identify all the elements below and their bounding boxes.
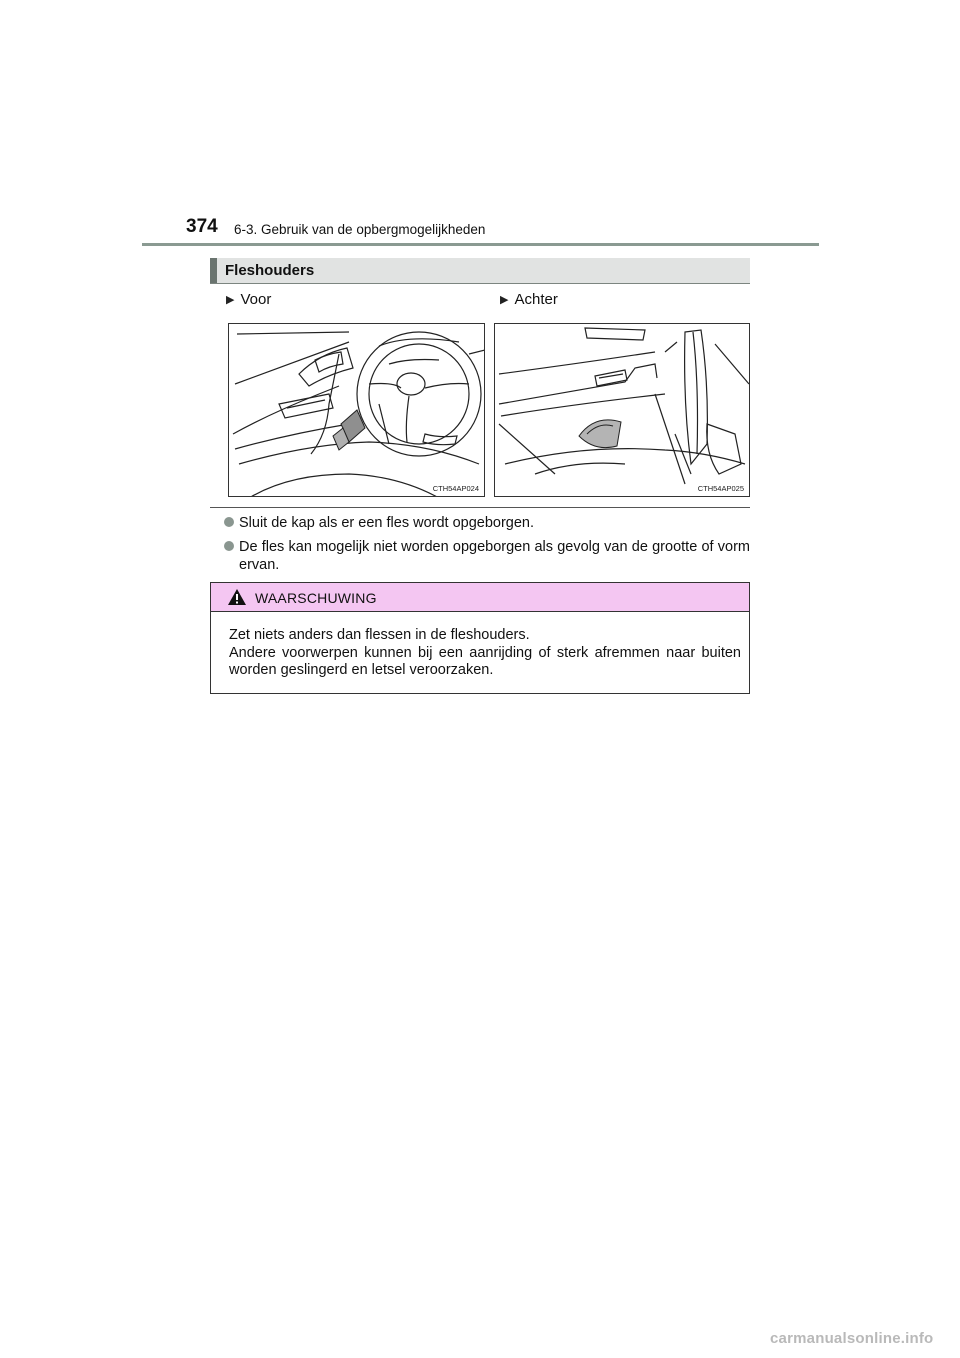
warning-header bbox=[211, 583, 749, 612]
warning-line: Andere voorwerpen kunnen bij een aanrijding of sterk afremmen naar buiten worden geslingerd en letsel veroorzaken. bbox=[229, 644, 741, 678]
warning-body bbox=[229, 627, 741, 680]
figure-code: CTH54AP024 bbox=[432, 484, 479, 493]
section-bar-accent bbox=[210, 258, 217, 283]
watermark: carmanualsonline.info bbox=[770, 1330, 934, 1347]
section-reference: 6-3. Gebruik van de opbergmogelijkheden bbox=[234, 222, 486, 237]
bullet-item: Sluit de kap als er een fles wordt opgeborgen. bbox=[224, 514, 750, 532]
triangle-bullet-icon: ▶ bbox=[226, 294, 235, 306]
warning-triangle-icon bbox=[227, 588, 247, 606]
section-title-bar bbox=[210, 258, 750, 284]
warning-title: WAARSCHUWING bbox=[255, 590, 377, 606]
bullet-dot-icon bbox=[224, 517, 234, 527]
bullet-dot-icon bbox=[224, 541, 234, 551]
warning-line: Zet niets anders dan flessen in de fleshouders. bbox=[229, 627, 530, 643]
figure-rear-bottle-holder bbox=[494, 323, 750, 497]
bullet-item: De fles kan mogelijk niet worden opgeborgen als gevolg van de grootte of vorm ervan. bbox=[224, 538, 750, 574]
figure-front-bottle-holder bbox=[228, 323, 485, 497]
figure-label-front: ▶ Voor bbox=[226, 291, 272, 308]
rear-cabin-illustration bbox=[495, 324, 750, 497]
section-under-rule bbox=[210, 507, 750, 508]
triangle-bullet-icon: ▶ bbox=[500, 294, 509, 306]
front-cabin-illustration bbox=[229, 324, 485, 497]
figure-label-rear: ▶ Achter bbox=[500, 291, 558, 308]
header-rule bbox=[142, 243, 819, 246]
figure-code: CTH54AP025 bbox=[697, 484, 744, 493]
page-number: 374 bbox=[186, 216, 218, 237]
section-title: Fleshouders bbox=[225, 262, 315, 279]
warning-box bbox=[210, 582, 750, 694]
